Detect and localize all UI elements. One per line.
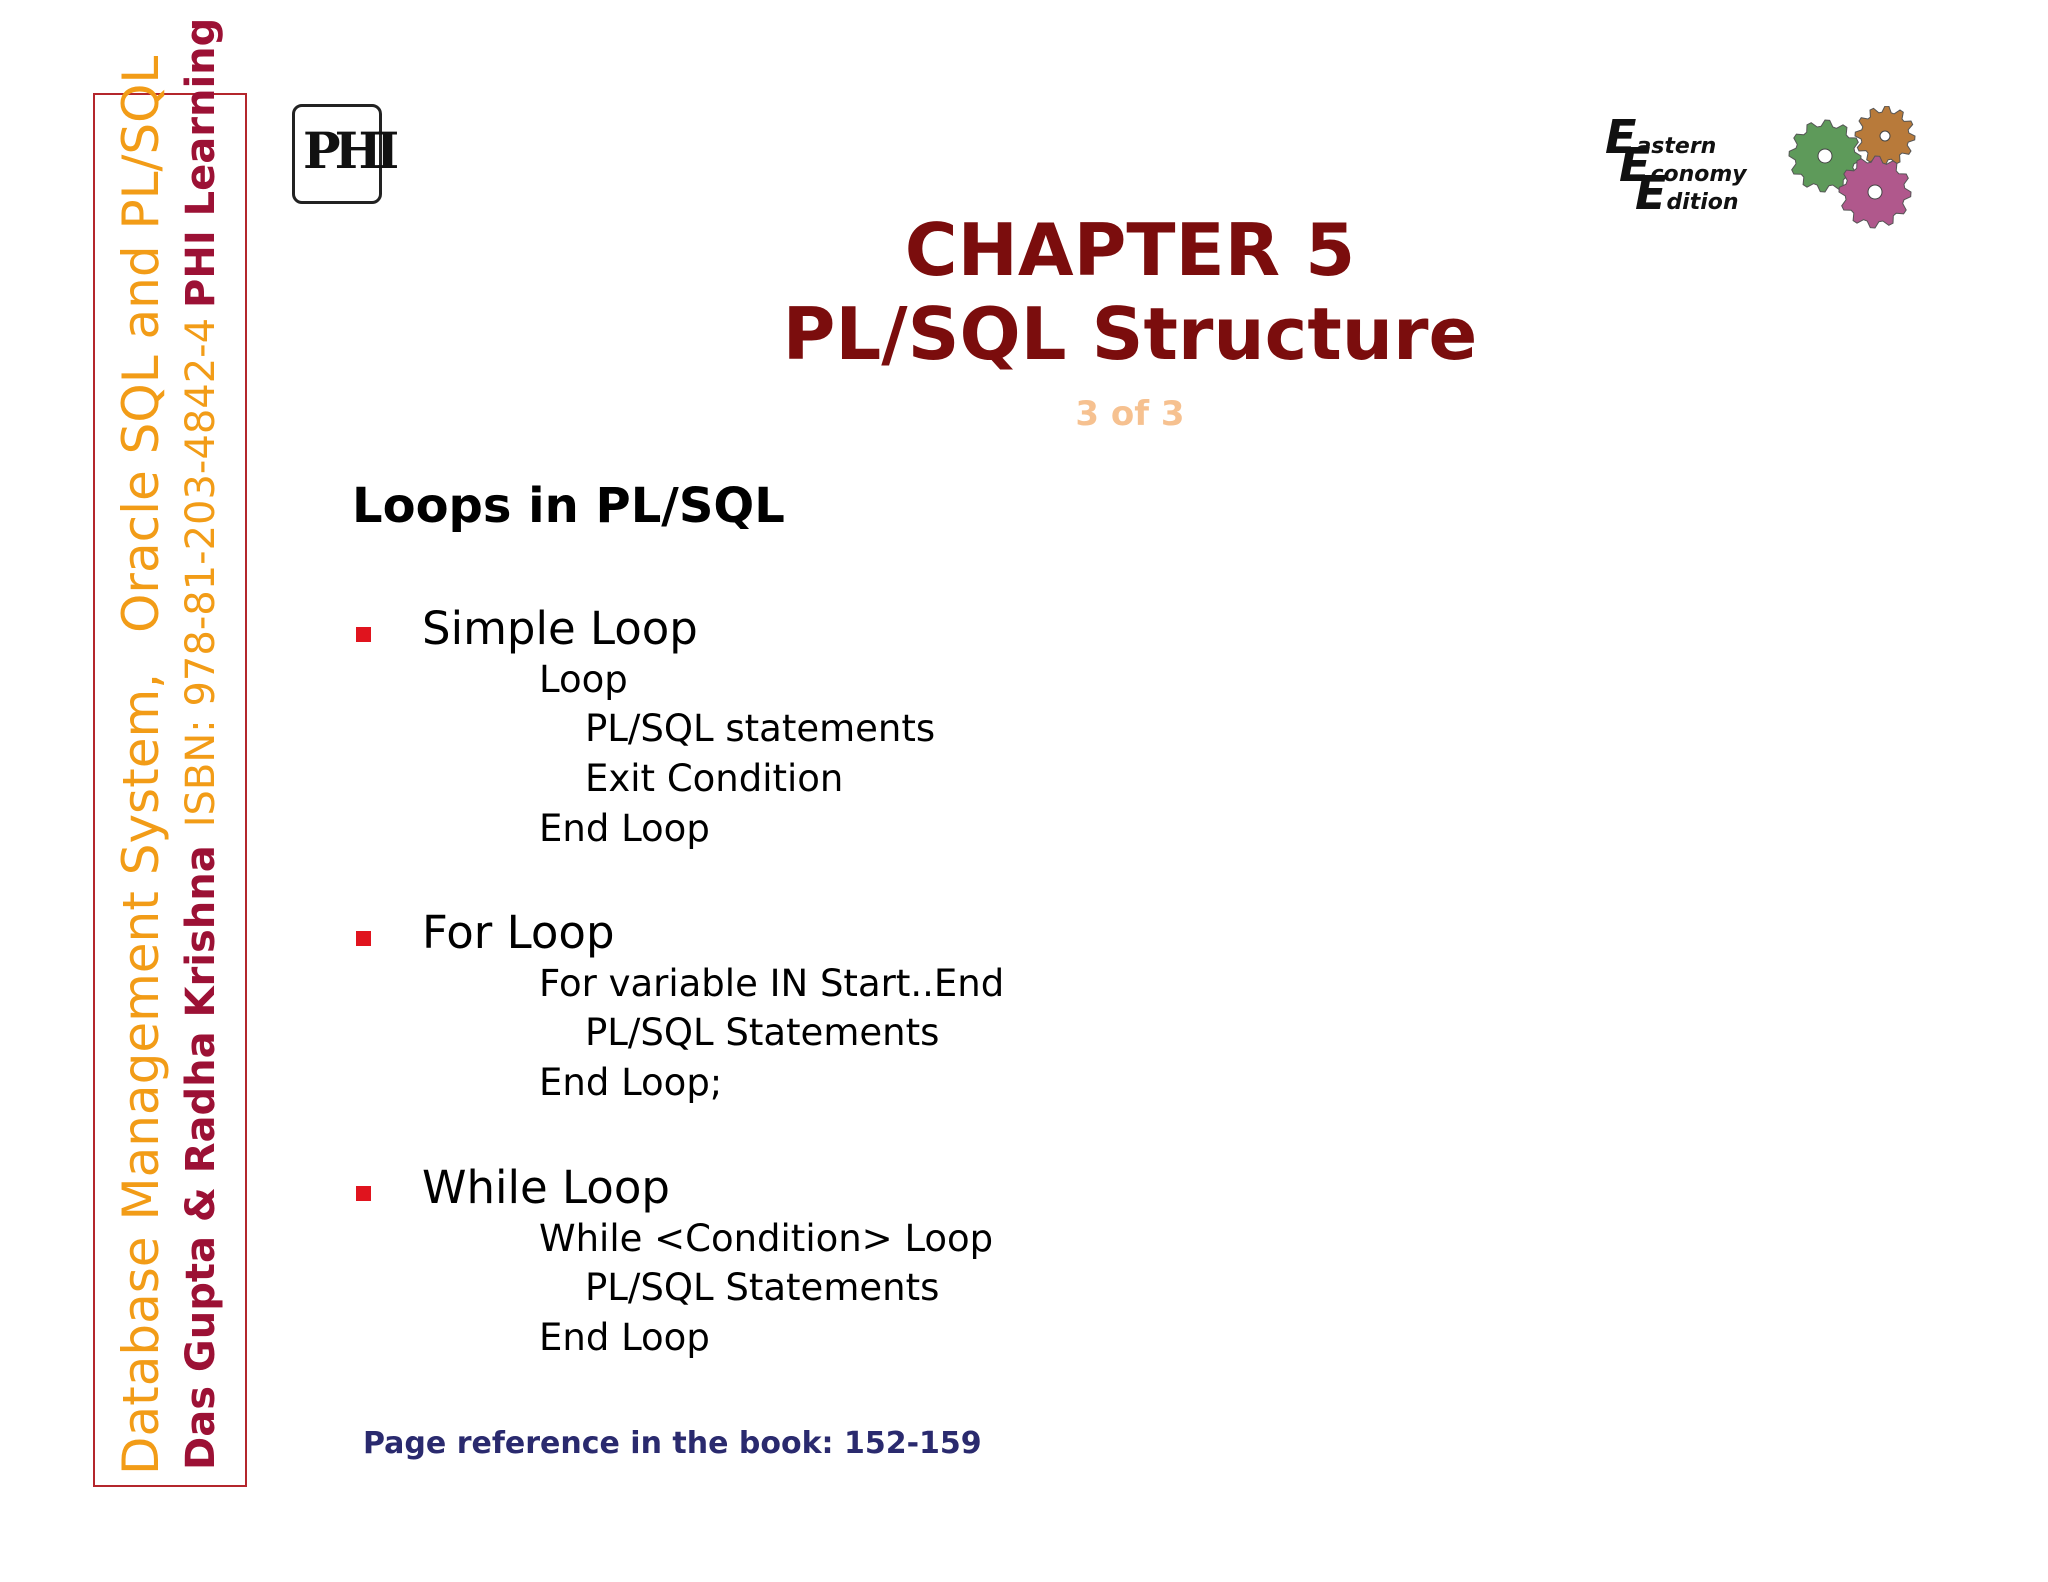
book-title-part2: Oracle SQL and PL/SQL: [112, 55, 170, 633]
eee-line-eastern: Eastern: [1605, 110, 1717, 164]
book-title-vertical: [112, 56, 170, 1475]
loop-title-for: For Loop: [422, 906, 615, 959]
isbn: ISBN: 978-81-203-4842-4: [178, 317, 224, 828]
code-line: End Loop: [539, 1316, 710, 1359]
code-line: PL/SQL Statements: [585, 1266, 940, 1309]
phi-logo: [292, 104, 394, 204]
authors: Das Gupta & Radha Krishna: [178, 845, 224, 1470]
eastern-economy-edition-logo: [1605, 110, 1975, 250]
gears-icon: [1777, 106, 1977, 246]
code-line: Loop: [539, 658, 628, 701]
phi-logo-text: PHI: [303, 121, 394, 180]
page-reference: Page reference in the book: 152-159: [363, 1426, 982, 1461]
book-credits-vertical: [178, 18, 224, 1470]
bullet-icon: [356, 627, 371, 642]
eee-line-edition: Edition: [1635, 166, 1739, 220]
loop-title-while: While Loop: [422, 1161, 670, 1214]
gear-realisation-icon: [1855, 106, 1915, 166]
code-line: PL/SQL Statements: [585, 1011, 940, 1054]
publisher: PHI Learning: [178, 17, 224, 308]
code-line: For variable IN Start..End: [539, 962, 1005, 1005]
bullet-icon: [356, 931, 371, 946]
chapter-title: CHAPTER 5: [904, 208, 1356, 292]
section-heading: Loops in PL/SQL: [352, 478, 785, 534]
slide-counter: 3 of 3: [1075, 394, 1185, 434]
code-line: End Loop;: [539, 1061, 723, 1104]
code-line: While <Condition> Loop: [539, 1217, 994, 1260]
chapter-subtitle: PL/SQL Structure: [782, 292, 1478, 376]
code-line: End Loop: [539, 807, 710, 850]
bullet-icon: [356, 1186, 371, 1201]
code-line: Exit Condition: [585, 757, 844, 800]
book-title-part1: Database Management System,: [112, 672, 170, 1475]
loop-title-simple: Simple Loop: [422, 602, 698, 655]
code-line: PL/SQL statements: [585, 707, 936, 750]
eee-line-economy: Economy: [1619, 138, 1747, 192]
